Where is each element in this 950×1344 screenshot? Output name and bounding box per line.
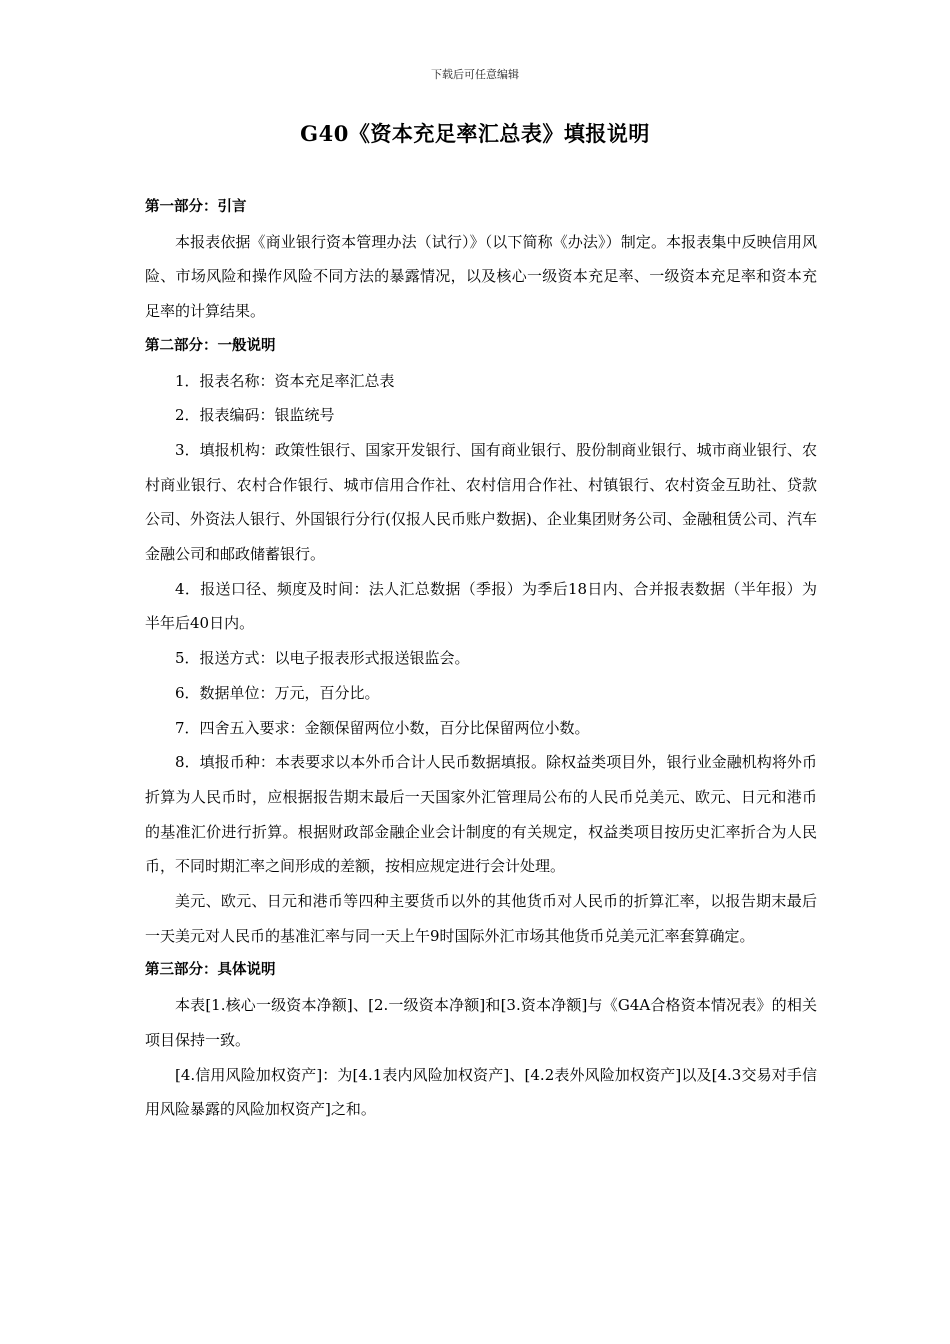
- paragraph-credit-risk: [4.信用风险加权资产]：为[4.1表内风险加权资产]、[4.2表外风险加权资产]以及[4.3交易对手信用风险暴露的风险加权资产]之和。: [145, 1065, 817, 1119]
- section-heading-part1: 第一部分：引言: [145, 198, 247, 215]
- list-item-submission-method: 5．报送方式：以电子报表形式报送银监会。: [175, 649, 470, 668]
- list-item-rounding: 7．四舍五入要求：金额保留两位小数，百分比保留两位小数。: [175, 718, 590, 737]
- list-item-report-name: 1．报表名称：资本充足率汇总表: [175, 371, 395, 390]
- list-item-currency: 8．填报币种：本表要求以本外币合计人民币数据填报。除权益类项目外，银行业金融机构将外币折算为人民币时，应根据报告期末最后一天国家外汇管理局公布的人民币兑美元、欧元、日元和港币的基准汇价进行折算。根据财政部金融企业会计制度的有关规定，权益类项目按历史汇率折合为人民币，不同时期汇率之间形成的差额，按相应规定进行会计处理。: [145, 753, 817, 876]
- section-heading-part3: 第三部分：具体说明: [145, 961, 276, 979]
- list-item-reporting-scope: 4．报送口径、频度及时间：法人汇总数据（季报）为季后18日内、合并报表数据（半年报）为半年后40日内。: [145, 579, 817, 633]
- list-item-reporting-institutions: 3．填报机构：政策性银行、国家开发银行、国有商业银行、股份制商业银行、城市商业银行、农村商业银行、农村合作银行、城市信用合作社、农村信用合作社、村镇银行、农村资金互助社、贷款公司、外资法人银行、外国银行分行(仅报人民币账户数据)、企业集团财务公司、金融租赁公司、汽车金融公司和邮政储蓄银行。: [145, 440, 817, 564]
- list-item-data-unit: 6．数据单位：万元，百分比。: [175, 683, 380, 702]
- section-heading-part2: 第二部分：一般说明: [145, 336, 276, 354]
- header-note: 下载后可任意编辑: [431, 68, 519, 81]
- document-title: G40《资本充足率汇总表》填报说明: [300, 121, 650, 146]
- paragraph-capital-items: 本表[1.核心一级资本净额]、[2.一级资本净额]和[3.资本净额]与《G4A合格资本情况表》的相关项目保持一致。: [145, 996, 817, 1049]
- paragraph-exchange-rate: 美元、欧元、日元和港币等四种主要货币以外的其他货币对人民币的折算汇率，以报告期末最后一天美元对人民币的基准汇率与同一天上午9时国际外汇市场其他货币兑美元汇率套算确定。: [145, 892, 817, 945]
- paragraph-intro: 本报表依据《商业银行资本管理办法（试行）》（以下简称《办法》）制定。本报表集中反映信用风险、市场风险和操作风险不同方法的暴露情况，以及核心一级资本充足率、一级资本充足率和资本充足率的计算结果。: [145, 232, 817, 321]
- document-body: [145, 190, 817, 1127]
- list-item-report-code: 2．报表编码：银监统号: [175, 406, 335, 425]
